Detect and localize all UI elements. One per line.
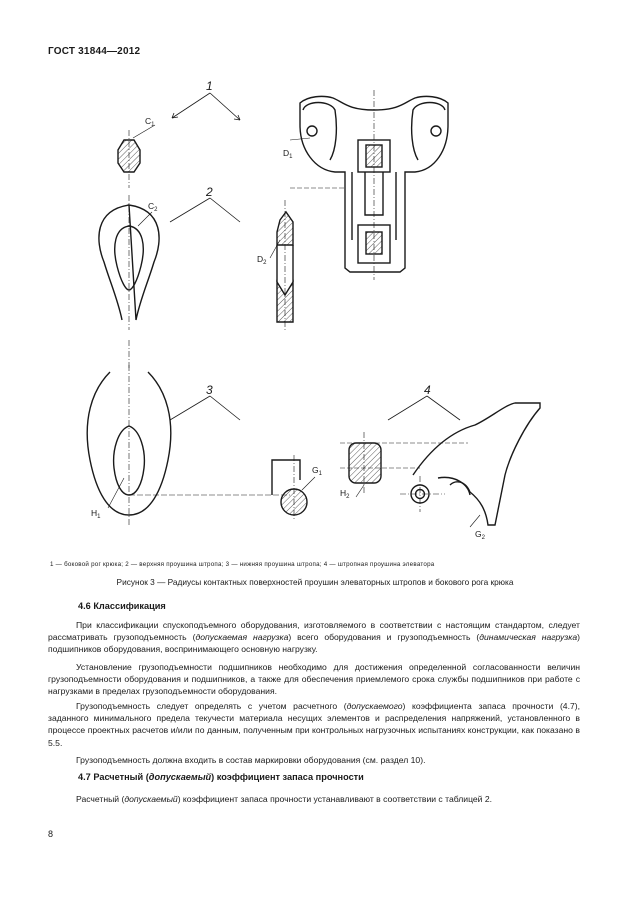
section-heading-4-6: 4.6 Классификация [78,601,166,611]
pin-section-g1 [272,455,315,520]
figure-number-3: 3 [206,383,213,397]
document-header: ГОСТ 31844—2012 [48,46,141,57]
section-arrow-4 [388,396,460,420]
label-g2: $G_2$ [475,529,485,541]
lower-link-eye [87,365,290,525]
label-d2: $D_2$ [257,254,267,266]
figure-number-4: 4 [424,383,431,397]
paragraph-4-6-3: Грузоподъемность следует определять с учетом расчетного (допускаемого) коэффициента запаса прочности (4.7), заданного минимального предела текучести материала несущих элементов и распределения напряжений, установленного в процессе проектных расчетов и/или по данным, полученным при контрольных нагрузочных испытаниях конструкции, как показано в 5.5. [48,701,580,748]
label-c2: $C_2$ [148,201,158,213]
label-h1: $H_1$ [91,508,101,520]
figure-number-2: 2 [206,185,213,199]
section-arrow-2 [170,198,240,222]
section-arrow-1 [172,93,240,120]
label-d1: $D_1$ [283,148,293,160]
paragraph-4-6-1: При классификации спускоподъемного оборудования, изготовляемого в соответствии с настоящим стандартом, следует рассматривать грузоподъемность (допускаемая нагрузка) всего оборудования и грузоподъемность (динамическая нагрузка) подшипников оборудования, воспринимающего основную нагрузку. [48,620,580,655]
label-g1: $G_1$ [312,465,322,477]
upper-link-eye [99,195,159,330]
figure-legend: 1 — боковой рог крюка; 2 — верхняя проушина штропа; 3 — нижняя проушина штропа; 4 — штропная проушина элеватора [50,561,435,568]
section-arrow-3 [170,396,240,420]
page-number: 8 [48,829,54,839]
elevator-assembly [290,90,448,280]
link-section-d2 [270,200,293,330]
elevator-link-ear [340,403,540,527]
figure-number-1: 1 [206,79,213,93]
label-c1: $C_1$ [145,116,155,128]
section-heading-4-7: 4.7 Расчетный (допускаемый) коэффициент запаса прочности [78,772,364,782]
paragraph-4-7-1: Расчетный (допускаемый) коэффициент запаса прочности устанавливают в соответствии с таблицей 2. [76,794,493,804]
figure-caption: Рисунок 3 — Радиусы контактных поверхностей проушин элеваторных штропов и бокового рога крюка [116,577,514,587]
paragraph-4-6-2: Установление грузоподъемности подшипников необходимо для достижения определенной согласованности величин грузоподъемности оборудования и подшипников, а также для обеспечения приемлемого срока службы подшипников при работе с нагрузками в пределах грузоподъемности оборудования. [48,662,580,697]
label-h2: $H_2$ [340,488,350,500]
paragraph-4-6-4: Грузоподъемность должна входить в состав маркировки оборудования (см. раздел 10). [76,755,426,765]
